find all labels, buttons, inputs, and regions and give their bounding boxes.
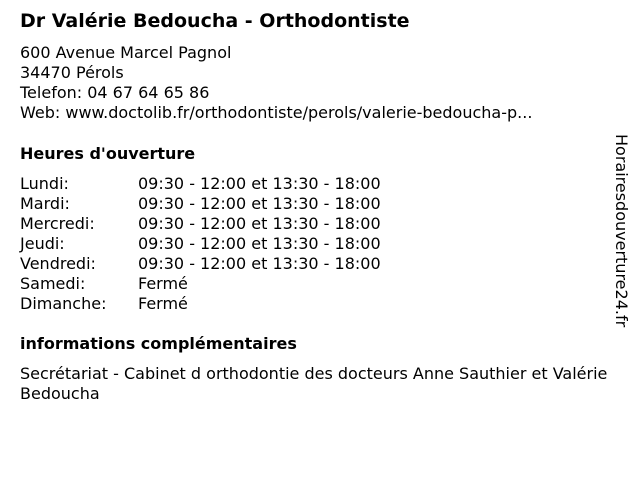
watermark-text: Horairesdouverture24.fr xyxy=(612,134,631,328)
watermark xyxy=(612,134,636,344)
city-address: 34470 Pérols xyxy=(20,63,124,82)
hours-row-tuesday xyxy=(20,194,381,214)
day-label: Vendredi: xyxy=(20,254,96,273)
address-block xyxy=(20,43,532,123)
day-hours: 09:30 - 12:00 et 13:30 - 18:00 xyxy=(138,194,381,213)
hours-row-saturday xyxy=(20,274,381,294)
hours-row-sunday xyxy=(20,294,381,314)
day-hours: Fermé xyxy=(138,294,188,313)
day-hours: 09:30 - 12:00 et 13:30 - 18:00 xyxy=(138,234,381,253)
hours-row-monday xyxy=(20,174,381,194)
hours-heading: Heures d'ouverture xyxy=(20,144,196,163)
phone-number: Telefon: 04 67 64 65 86 xyxy=(20,83,210,102)
day-label: Mercredi: xyxy=(20,214,95,233)
hours-row-wednesday xyxy=(20,214,381,234)
info-text: Secrétariat - Cabinet d orthodontie des docteurs Anne Sauthier et Valérie Bedoucha xyxy=(20,364,608,403)
hours-row-thursday xyxy=(20,234,381,254)
street-address: 600 Avenue Marcel Pagnol xyxy=(20,43,232,62)
day-hours: 09:30 - 12:00 et 13:30 - 18:00 xyxy=(138,174,381,193)
hours-table xyxy=(20,174,381,314)
info-heading: informations complémentaires xyxy=(20,334,297,353)
day-hours: 09:30 - 12:00 et 13:30 - 18:00 xyxy=(138,214,381,233)
day-hours: 09:30 - 12:00 et 13:30 - 18:00 xyxy=(138,254,381,273)
hours-row-friday xyxy=(20,254,381,274)
page-title: Dr Valérie Bedoucha - Orthodontiste xyxy=(20,10,410,32)
day-label: Samedi: xyxy=(20,274,86,293)
day-label: Dimanche: xyxy=(20,294,107,313)
day-hours: Fermé xyxy=(138,274,188,293)
day-label: Mardi: xyxy=(20,194,70,213)
day-label: Lundi: xyxy=(20,174,69,193)
website-link[interactable]: Web: www.doctolib.fr/orthodontiste/perols/valerie-bedoucha-p... xyxy=(20,103,533,122)
day-label: Jeudi: xyxy=(20,234,65,253)
